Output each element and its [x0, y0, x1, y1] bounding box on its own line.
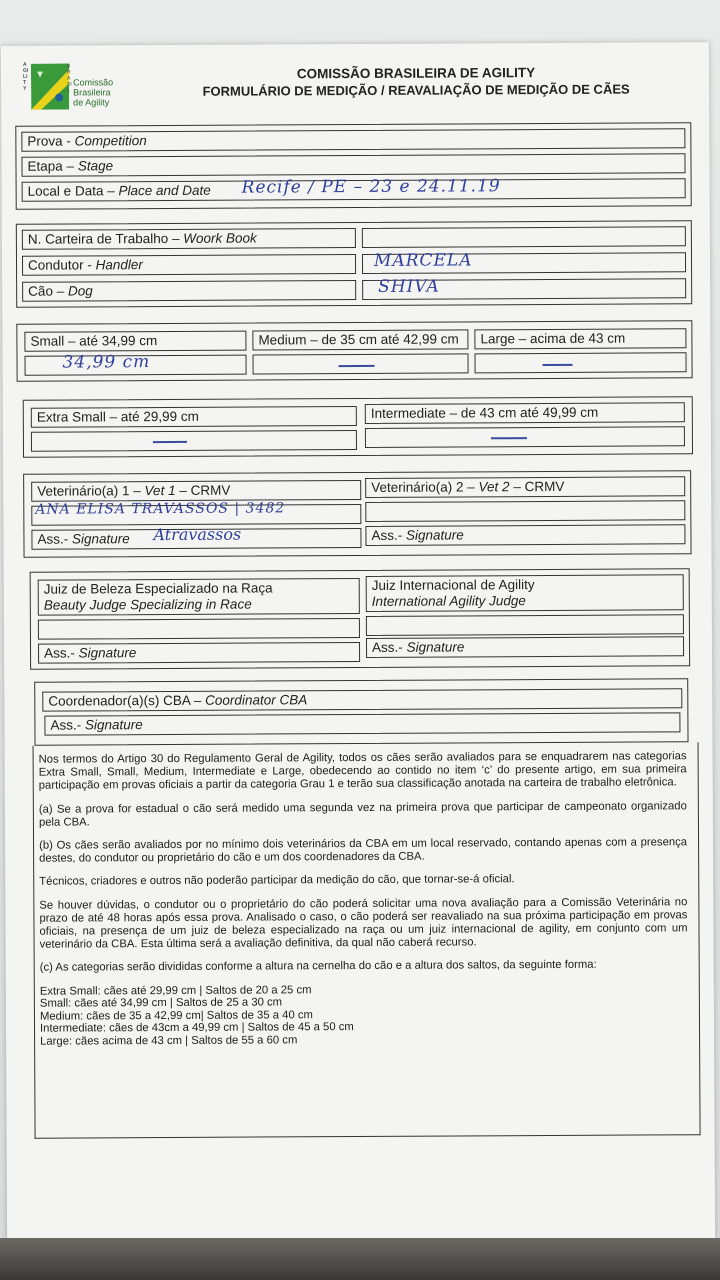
place-date-label: Local e Data –: [27, 183, 115, 199]
intermediate-label: Intermediate – de 43 cm até 49,99 cm: [365, 402, 685, 424]
dog-label-field: [22, 280, 356, 302]
rules-doubt: Se houver dúvidas, o condutor ou o proprietário do cão poderá solicitar uma nova avaliação para a Comissão Veterinária no prazo de até 48 horas após essa prova. Analisado o caso, o cão poderá ser reavaliado na sua próxima participação em provas oficiais, na presença de um juiz de beleza especializado na raça ou um juiz internacional de agility, em conjunto com um veterinário da CBA. Esta última será a avaliação definitiva, da qual não caberá recurso.: [39, 895, 688, 951]
competition-label: Prova -: [27, 133, 71, 149]
logo-caption-line-1: Comissão: [73, 77, 114, 88]
large-input[interactable]: [474, 352, 686, 373]
vet2-signature-label: Ass.-: [371, 527, 403, 543]
vet1-label-field: [31, 480, 361, 502]
vet1-label-en: Vet 1: [144, 482, 176, 499]
intl-judge-input[interactable]: [366, 614, 684, 636]
dog-label: Cão –: [28, 283, 65, 299]
competition-label-en: Competition: [74, 133, 147, 149]
stage-field[interactable]: [21, 153, 685, 176]
beauty-judge-signature-field[interactable]: [38, 642, 360, 664]
handler-label-field: [22, 254, 356, 276]
rules-frame: [33, 742, 701, 1138]
beauty-judge-signature-label: Ass.-: [44, 645, 75, 661]
workbook-input[interactable]: [362, 226, 686, 248]
intl-judge-label-pt: Juiz Internacional de Agility: [371, 577, 535, 593]
coordinator-label-en: Coordinator CBA: [205, 692, 308, 708]
rules-item-c: (c) As categorias serão divididas conforme a altura na cernelha do cão e a altura dos saltos, da seguinte forma:: [39, 959, 597, 975]
rules-item-b: (b) Os cães serão avaliados por no mínimo dois veterinários da CBA em um local reservado, contando apenas com a presença destes, do condutor ou proprietário do cão e um dos coordenadores da CBA.: [39, 836, 688, 865]
table-edge: [0, 1238, 720, 1280]
vet2-signature-label-en: Signature: [405, 527, 464, 543]
medium-label: Medium – de 35 cm até 42,99 cm: [252, 329, 468, 350]
competition-field[interactable]: [21, 128, 685, 151]
rules-intro: Nos termos do Artigo 30 do Regulamento Geral de Agility, todos os cães serão avaliados para se enquadrarem nas categorias Extra Small, Small, Medium, Intermediate e Large, obedecendo ao contido no item ‘c’ do presente artigo, em sua primeira participação em provas oficiais a partir da categoria Grau 1 e terão sua classificação anotada na carteira de trabalho eletrônica.: [38, 750, 687, 793]
handler-label-en: Handler: [95, 257, 143, 273]
logo-caption-line-3: de Agility: [73, 97, 110, 108]
vet1-signature-label-en: Signature: [71, 531, 130, 547]
vet1-signature-value: Atravassos: [153, 524, 242, 545]
large-label: Large – acima de 43 cm: [474, 328, 686, 349]
xsmall-dash: [153, 441, 187, 443]
logo-side-word: AGILITY: [22, 61, 29, 92]
cba-logo: [19, 59, 119, 116]
stage-label-en: Stage: [77, 158, 114, 174]
cba-flag-logo-icon: [31, 64, 69, 110]
stage-label: Etapa –: [27, 158, 75, 174]
place-date-label-en: Place and Date: [118, 182, 211, 199]
category-medium: Medium: cães de 35 a 42,99 cm| Saltos de 35 a 40 cm: [39, 1008, 313, 1023]
logo-caption: [73, 77, 113, 107]
coordinator-label: Coordenador(a)(s) CBA –: [48, 692, 202, 709]
vet2-label-en: Vet 2: [478, 479, 510, 495]
category-extra-small: Extra Small: cães até 29,99 cm | Saltos de 20 a 25 cm: [39, 983, 312, 998]
place-date-value: Recife / PE – 23 e 24.11.19: [241, 176, 501, 198]
measurement-form-sheet: [1, 42, 715, 1242]
category-intermediate: Intermediate: cães de 43cm a 49,99 cm | Saltos de 45 a 50 cm: [39, 1021, 354, 1035]
vet2-input[interactable]: [365, 500, 685, 522]
logo-caption-line-2: Brasileira: [73, 87, 111, 98]
beauty-judge-label-pt: Juiz de Beleza Especializado na Raça: [43, 580, 273, 597]
coordinator-signature-label: Ass.-: [50, 717, 82, 733]
workbook-label-en: Woork Book: [183, 230, 257, 246]
vet2-label-suffix: – CRMV: [513, 478, 565, 495]
medium-dash: [339, 365, 375, 367]
coordinator-field[interactable]: [42, 688, 682, 711]
handler-label: Condutor -: [27, 257, 92, 273]
workbook-label: N. Carteira de Trabalho –: [27, 230, 180, 247]
vet2-signature-field[interactable]: [365, 524, 685, 546]
dog-label-en: Dog: [67, 283, 93, 299]
medium-input[interactable]: [252, 353, 468, 374]
form-title: FORMULÁRIO DE MEDIÇÃO / REAVALIAÇÃO DE MEDIÇÃO DE CÃES: [202, 81, 630, 99]
intl-judge-signature-label: Ass.-: [371, 639, 403, 655]
vet1-value: ANA ELISA TRAVASSOS | 3482: [35, 500, 286, 518]
large-dash: [543, 364, 573, 366]
xsmall-input[interactable]: [31, 430, 357, 452]
form-title-block: [151, 64, 681, 99]
vet1-label: Veterinário(a) 1 –: [37, 483, 141, 499]
xsmall-label: Extra Small – até 29,99 cm: [31, 406, 357, 428]
intl-judge-label: [366, 574, 684, 612]
category-large: Large: cães acima de 43 cm | Saltos de 55 a 60 cm: [40, 1033, 298, 1048]
category-small: Small: cães até 34,99 cm | Saltos de 25 a 30 cm: [39, 996, 283, 1010]
coordinator-signature-field[interactable]: [44, 712, 680, 735]
small-label: Small – até 34,99 cm: [24, 331, 246, 352]
beauty-judge-label: [38, 578, 360, 616]
rules-technicians: Técnicos, criadores e outros não poderão participar da medição do cão, que tornar-se-á oficial.: [39, 873, 515, 889]
coordinator-signature-label-en: Signature: [84, 717, 143, 733]
small-value: 34,99 cm: [62, 352, 151, 373]
intl-judge-signature-label-en: Signature: [406, 639, 465, 655]
beauty-judge-signature-label-en: Signature: [78, 645, 137, 661]
beauty-judge-input[interactable]: [38, 618, 360, 640]
vet1-label-suffix: – CRMV: [179, 482, 231, 498]
handler-value: MARCELA: [373, 250, 473, 271]
workbook-label-field: [22, 228, 356, 250]
intermediate-dash: [491, 437, 527, 439]
vet2-label: Veterinário(a) 2 –: [371, 479, 475, 495]
org-title: COMISSÃO BRASILEIRA DE AGILITY: [296, 65, 536, 82]
intl-judge-signature-field[interactable]: [366, 636, 684, 658]
rules-item-a: (a) Se a prova for estadual o cão será medido uma segunda vez na primeira prova que participar de campeonato organizado pela CBA.: [38, 799, 687, 829]
beauty-judge-label-en: Beauty Judge Specializing in Race: [43, 596, 252, 613]
vet2-label-field: [365, 476, 685, 498]
logo-side-word-2: BRASIL: [66, 63, 72, 94]
intl-judge-label-en: International Agility Judge: [371, 593, 526, 609]
dog-value: SHIVA: [378, 276, 440, 297]
vet1-signature-label: Ass.-: [37, 531, 69, 547]
